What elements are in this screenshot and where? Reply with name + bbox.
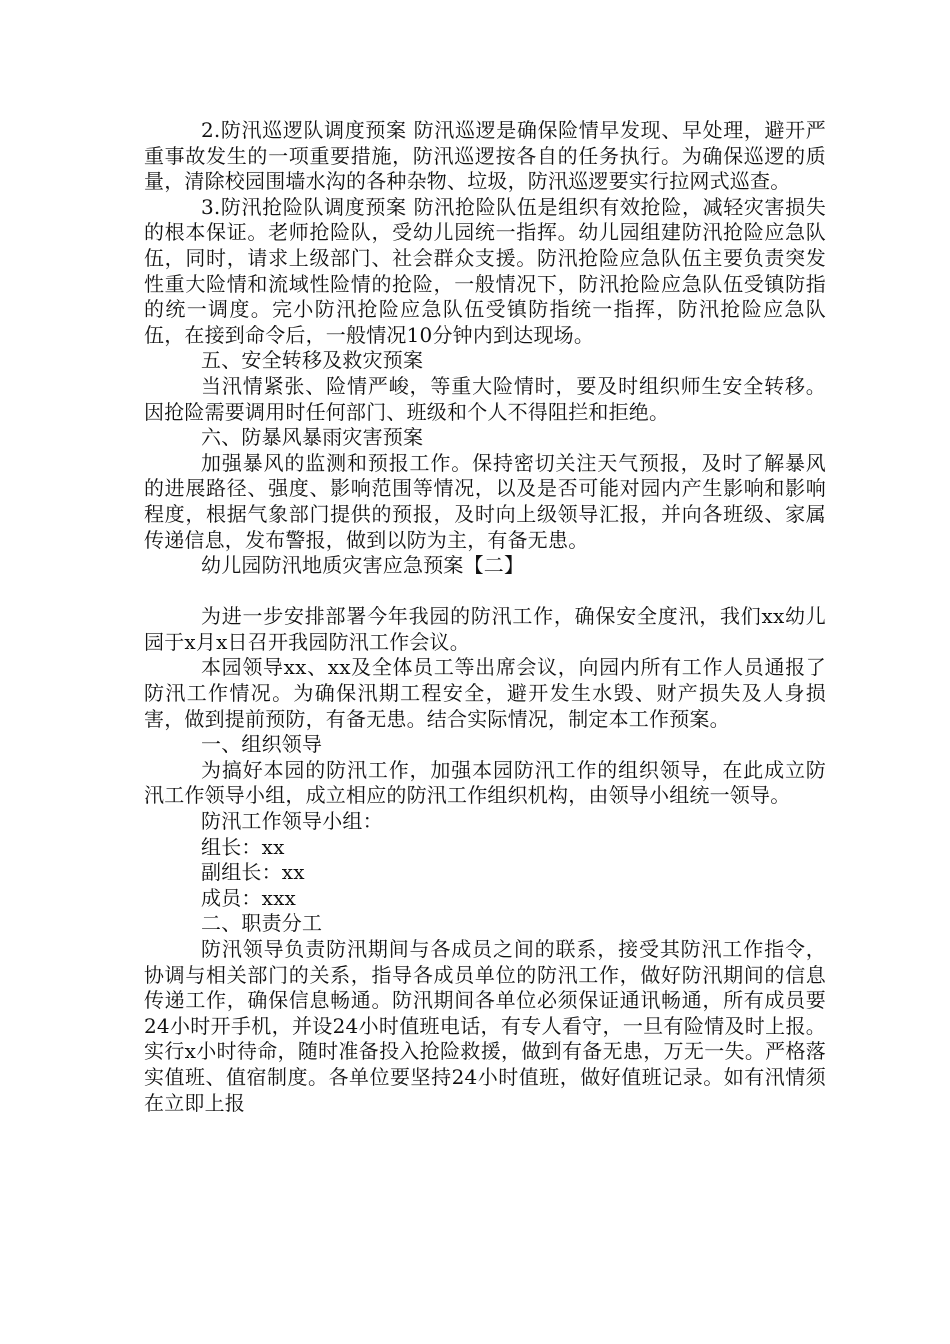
deputy-group-leader: 副组长：xx	[201, 860, 305, 885]
paragraph-duties: 防汛领导负责防汛期间与各成员之间的联系，接受其防汛工作指令，协调与相关部门的关系，指导各成员单位的防汛工作，做好防汛期间的信息传递工作，确保信息畅通。防汛期间各单位必须保证通讯畅通，所有成员要24小时开手机，并设24小时值班电话，有专人看守，一旦有险情及时上报。实行x小时待命，随时准备投入抢险救援，做到有备无患，万无一失。严格落实值班、值宿制度。各单位要坚持24小时值班，做好值班记录。如有汛情须在立即上报	[144, 937, 826, 1115]
paragraph-patrol-plan: 2.防汛巡逻队调度预案 防汛巡逻是确保险情早发现、早处理，避开严重事故发生的一项重要措施，防汛巡逻按各自的任务执行。为确保巡逻的质量，清除校园围墙水沟的各种杂物、垃圾，防汛巡逻要实行拉网式巡查。	[144, 118, 826, 194]
section-heading-evacuation: 五、安全转移及救灾预案	[201, 348, 424, 373]
section-heading-storm: 六、防暴风暴雨灾害预案	[201, 425, 424, 450]
paragraph-storm: 加强暴风的监测和预报工作。保持密切关注天气预报，及时了解暴风的进展路径、强度、影响范围等情况，以及是否可能对园内产生影响和影响程度，根据气象部门提供的预报，及时向上级领导汇报，并向各班级、家属传递信息，发布警报，做到以防为主，有备无患。	[144, 450, 826, 552]
paragraph-rescue-team-plan: 3.防汛抢险队调度预案 防汛抢险队伍是组织有效抢险，减轻灾害损失的根本保证。老师抢险队，受幼儿园统一指挥。幼儿园组建防汛抢险应急队伍，同时，请求上级部门、社会群众支援。防汛抢险应急队伍主要负责突发性重大险情和流域性险情的抢险，一般情况下，防汛抢险应急队伍受镇防指的统一调度。完小防汛抢险应急队伍受镇防指统一指挥，防汛抢险应急队伍，在接到命令后，一般情况10分钟内到达现场。	[144, 194, 826, 347]
group-leader: 组长：xx	[201, 834, 285, 859]
group-members: 成员：xxx	[201, 885, 297, 910]
paragraph-meeting-details: 本园领导xx、xx及全体员工等出席会议，向园内所有工作人员通报了防汛工作情况。为确保汛期工程安全，避开发生水毁、财产损失及人身损害，做到提前预防，有备无患。结合实际情况，制定本工作预案。	[144, 655, 826, 731]
leadership-group-label: 防汛工作领导小组：	[201, 809, 383, 834]
section-heading-duties: 二、职责分工	[201, 911, 323, 936]
paragraph-meeting-intro: 为进一步安排部署今年我园的防汛工作，确保安全度汛，我们xx幼儿园于x月x日召开我园防汛工作会议。	[144, 604, 826, 654]
paragraph-evacuation: 当汛情紧张、险情严峻，等重大险情时，要及时组织师生安全转移。因抢险需要调用时任何部门、班级和个人不得阻拦和拒绝。	[144, 373, 826, 424]
document-body	[144, 118, 826, 1116]
paragraph-leadership: 为搞好本园的防汛工作，加强本园防汛工作的组织领导，在此成立防汛工作领导小组，成立相应的防汛工作组织机构，由领导小组统一领导。	[144, 757, 826, 808]
document-subtitle: 幼儿园防汛地质灾害应急预案【二】	[201, 553, 525, 578]
section-heading-leadership: 一、组织领导	[201, 732, 323, 757]
